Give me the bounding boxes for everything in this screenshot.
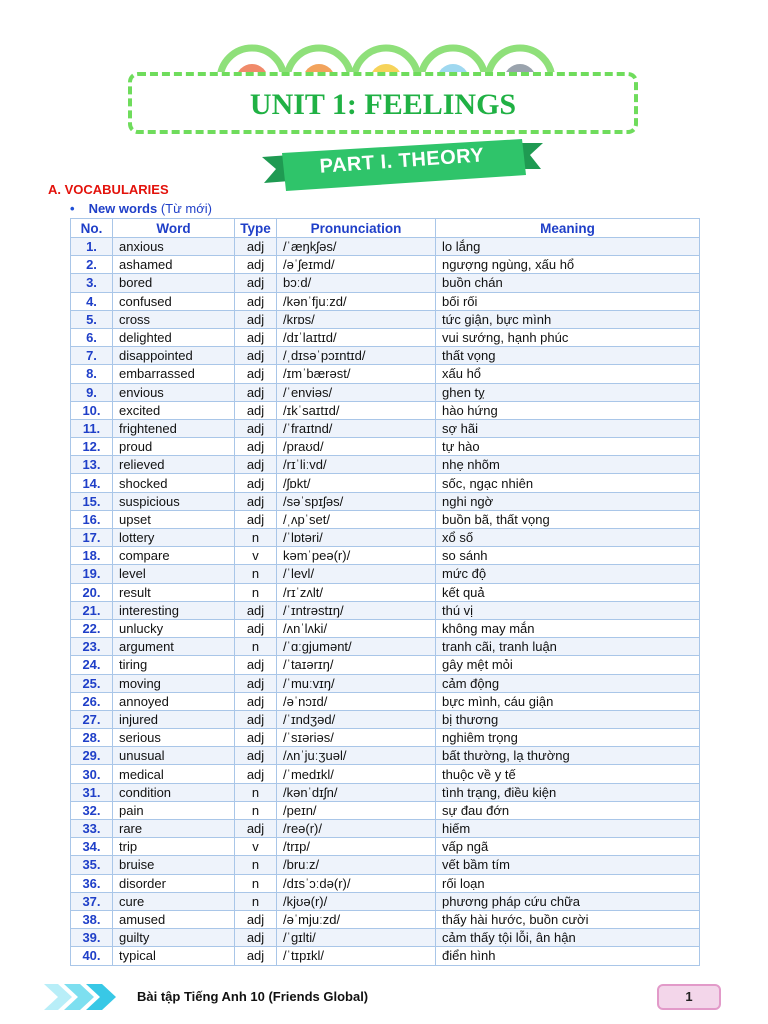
cell-word: disappointed: [113, 347, 235, 365]
cell-meaning: bối rối: [436, 292, 700, 310]
cell-pronunciation: bɔːd/: [277, 274, 436, 292]
cell-type: adj: [235, 474, 277, 492]
table-row: [71, 801, 700, 819]
cell-meaning: cảm động: [436, 674, 700, 692]
col-header-type: Type: [235, 219, 277, 238]
cell-word: lottery: [113, 529, 235, 547]
table-row: [71, 874, 700, 892]
cell-no: 39.: [71, 929, 113, 947]
cell-word: trip: [113, 838, 235, 856]
cell-pronunciation: /peɪn/: [277, 801, 436, 819]
cell-pronunciation: /ʌnˈjuːʒuəl/: [277, 747, 436, 765]
cell-type: adj: [235, 256, 277, 274]
cell-type: n: [235, 874, 277, 892]
table-row: [71, 747, 700, 765]
table-row: [71, 274, 700, 292]
cell-pronunciation: /ˈmuːvɪŋ/: [277, 674, 436, 692]
table-row: [71, 892, 700, 910]
table-row: [71, 256, 700, 274]
cell-type: n: [235, 638, 277, 656]
cell-type: adj: [235, 274, 277, 292]
cell-no: 7.: [71, 347, 113, 365]
cell-pronunciation: /reə(r)/: [277, 820, 436, 838]
cell-meaning: mức độ: [436, 565, 700, 583]
cell-meaning: không may mắn: [436, 619, 700, 637]
cell-word: serious: [113, 729, 235, 747]
table-row: [71, 510, 700, 528]
cell-meaning: vết bầm tím: [436, 856, 700, 874]
cell-type: adj: [235, 674, 277, 692]
vocabulary-table: [70, 218, 700, 966]
cell-no: 37.: [71, 892, 113, 910]
footer-book-title: Bài tập Tiếng Anh 10 (Friends Global): [137, 989, 369, 1004]
cell-type: adj: [235, 692, 277, 710]
cell-type: adj: [235, 765, 277, 783]
cell-meaning: buồn bã, thất vọng: [436, 510, 700, 528]
cell-no: 15.: [71, 492, 113, 510]
cell-word: anxious: [113, 238, 235, 256]
table-row: [71, 838, 700, 856]
cell-meaning: lo lắng: [436, 238, 700, 256]
part-title: PART I. THEORY: [318, 144, 485, 178]
table-row: [71, 638, 700, 656]
cell-meaning: tức giận, bực mình: [436, 310, 700, 328]
cell-word: proud: [113, 438, 235, 456]
cell-no: 20.: [71, 583, 113, 601]
table-row: [71, 656, 700, 674]
cell-word: tiring: [113, 656, 235, 674]
cell-type: adj: [235, 238, 277, 256]
table-row: [71, 419, 700, 437]
cell-no: 24.: [71, 656, 113, 674]
cell-word: annoyed: [113, 692, 235, 710]
cell-meaning: điển hình: [436, 947, 700, 965]
cell-word: ashamed: [113, 256, 235, 274]
table-row: [71, 929, 700, 947]
table-row: [71, 947, 700, 965]
cell-no: 1.: [71, 238, 113, 256]
cell-pronunciation: /trɪp/: [277, 838, 436, 856]
cell-pronunciation: /ˈtaɪərɪŋ/: [277, 656, 436, 674]
cell-word: interesting: [113, 601, 235, 619]
cell-no: 21.: [71, 601, 113, 619]
cell-no: 17.: [71, 529, 113, 547]
cell-meaning: sợ hãi: [436, 419, 700, 437]
cell-no: 12.: [71, 438, 113, 456]
cell-no: 35.: [71, 856, 113, 874]
cell-pronunciation: /ˈæŋkʃəs/: [277, 238, 436, 256]
col-header-meaning: Meaning: [436, 219, 700, 238]
cell-pronunciation: /ˈlevl/: [277, 565, 436, 583]
cell-no: 22.: [71, 619, 113, 637]
table-row: [71, 692, 700, 710]
chevron-right-icon: [44, 982, 130, 1012]
cell-word: guilty: [113, 929, 235, 947]
cell-word: medical: [113, 765, 235, 783]
cell-word: rare: [113, 820, 235, 838]
cell-pronunciation: /ˈlɒtəri/: [277, 529, 436, 547]
cell-no: 36.: [71, 874, 113, 892]
cell-meaning: xấu hổ: [436, 365, 700, 383]
cell-word: confused: [113, 292, 235, 310]
cell-pronunciation: /ˈɑːɡjumənt/: [277, 638, 436, 656]
cell-no: 34.: [71, 838, 113, 856]
cell-no: 26.: [71, 692, 113, 710]
cell-pronunciation: /ˈɡɪlti/: [277, 929, 436, 947]
cell-word: level: [113, 565, 235, 583]
cell-no: 19.: [71, 565, 113, 583]
cell-meaning: kết quả: [436, 583, 700, 601]
cell-word: bored: [113, 274, 235, 292]
cell-no: 11.: [71, 419, 113, 437]
cell-meaning: thấy hài hước, buồn cười: [436, 910, 700, 928]
cell-type: adj: [235, 328, 277, 346]
section-title: A. VOCABULARIES: [48, 182, 169, 197]
cell-no: 14.: [71, 474, 113, 492]
col-header-word: Word: [113, 219, 235, 238]
cell-pronunciation: /əˈmjuːzd/: [277, 910, 436, 928]
cell-pronunciation: /ˈɪndʒəd/: [277, 710, 436, 728]
cell-meaning: cảm thấy tội lỗi, ân hận: [436, 929, 700, 947]
table-row: [71, 765, 700, 783]
cell-type: v: [235, 547, 277, 565]
table-row: [71, 474, 700, 492]
cell-no: 5.: [71, 310, 113, 328]
cell-type: adj: [235, 292, 277, 310]
table-row: [71, 310, 700, 328]
cell-meaning: bị thương: [436, 710, 700, 728]
cell-pronunciation: /ʌnˈlʌki/: [277, 619, 436, 637]
cell-word: cross: [113, 310, 235, 328]
cell-word: amused: [113, 910, 235, 928]
cell-no: 4.: [71, 292, 113, 310]
cell-meaning: vấp ngã: [436, 838, 700, 856]
cell-no: 10.: [71, 401, 113, 419]
cell-word: embarrassed: [113, 365, 235, 383]
cell-word: envious: [113, 383, 235, 401]
cell-word: injured: [113, 710, 235, 728]
cell-pronunciation: /əˈnɔɪd/: [277, 692, 436, 710]
table-row: [71, 619, 700, 637]
cell-pronunciation: /ɪmˈbærəst/: [277, 365, 436, 383]
cell-type: adj: [235, 310, 277, 328]
page-number: 1: [657, 984, 721, 1010]
cell-type: adj: [235, 492, 277, 510]
cell-word: unusual: [113, 747, 235, 765]
cell-type: adj: [235, 401, 277, 419]
cell-meaning: buồn chán: [436, 274, 700, 292]
cell-word: frightened: [113, 419, 235, 437]
cell-meaning: phương pháp cứu chữa: [436, 892, 700, 910]
cell-word: relieved: [113, 456, 235, 474]
cell-no: 13.: [71, 456, 113, 474]
cell-type: adj: [235, 601, 277, 619]
cell-type: n: [235, 892, 277, 910]
table-row: [71, 383, 700, 401]
cell-pronunciation: /ˈsɪəriəs/: [277, 729, 436, 747]
table-row: [71, 238, 700, 256]
table-row: [71, 583, 700, 601]
cell-pronunciation: /rɪˈzʌlt/: [277, 583, 436, 601]
cell-type: n: [235, 565, 277, 583]
cell-no: 2.: [71, 256, 113, 274]
cell-word: pain: [113, 801, 235, 819]
cell-word: shocked: [113, 474, 235, 492]
cell-type: n: [235, 801, 277, 819]
cell-pronunciation: /ˈfraɪtnd/: [277, 419, 436, 437]
table-row: [71, 365, 700, 383]
cell-pronunciation: /kjʊə(r)/: [277, 892, 436, 910]
cell-type: adj: [235, 820, 277, 838]
cell-meaning: tranh cãi, tranh luận: [436, 638, 700, 656]
cell-type: adj: [235, 510, 277, 528]
cell-type: adj: [235, 383, 277, 401]
cell-word: result: [113, 583, 235, 601]
table-row: [71, 328, 700, 346]
cell-type: adj: [235, 347, 277, 365]
cell-no: 28.: [71, 729, 113, 747]
cell-word: disorder: [113, 874, 235, 892]
cell-meaning: nghi ngờ: [436, 492, 700, 510]
cell-no: 6.: [71, 328, 113, 346]
cell-pronunciation: /dɪsˈɔːdə(r)/: [277, 874, 436, 892]
cell-word: compare: [113, 547, 235, 565]
cell-pronunciation: /kənˈdɪʃn/: [277, 783, 436, 801]
col-header-no: No.: [71, 219, 113, 238]
col-header-pronunciation: Pronunciation: [277, 219, 436, 238]
subsection-paren: (Từ mới): [160, 201, 212, 216]
cell-word: excited: [113, 401, 235, 419]
subsection-label: New words: [88, 201, 158, 216]
table-header-row: [71, 219, 700, 238]
cell-pronunciation: /ʃɒkt/: [277, 474, 436, 492]
cell-pronunciation: /bruːz/: [277, 856, 436, 874]
subsection-heading: [70, 201, 212, 216]
cell-type: n: [235, 856, 277, 874]
cell-pronunciation: /kənˈfjuːzd/: [277, 292, 436, 310]
cell-word: cure: [113, 892, 235, 910]
cell-meaning: gây mệt mỏi: [436, 656, 700, 674]
cell-type: adj: [235, 929, 277, 947]
table-row: [71, 547, 700, 565]
cell-pronunciation: /dɪˈlaɪtɪd/: [277, 328, 436, 346]
cell-pronunciation: /ˌdɪsəˈpɔɪntɪd/: [277, 347, 436, 365]
cell-type: adj: [235, 710, 277, 728]
table-row: [71, 729, 700, 747]
cell-type: adj: [235, 419, 277, 437]
table-row: [71, 910, 700, 928]
cell-type: adj: [235, 656, 277, 674]
cell-type: adj: [235, 729, 277, 747]
cell-no: 18.: [71, 547, 113, 565]
cell-type: n: [235, 583, 277, 601]
table-row: [71, 347, 700, 365]
cell-meaning: tự hào: [436, 438, 700, 456]
cell-type: adj: [235, 747, 277, 765]
cell-meaning: hiếm: [436, 820, 700, 838]
cell-pronunciation: /krɒs/: [277, 310, 436, 328]
table-row: [71, 674, 700, 692]
cell-meaning: rối loạn: [436, 874, 700, 892]
bullet-icon: •: [70, 201, 75, 216]
cell-no: 33.: [71, 820, 113, 838]
cell-type: n: [235, 783, 277, 801]
cell-word: delighted: [113, 328, 235, 346]
cell-word: typical: [113, 947, 235, 965]
cell-no: 8.: [71, 365, 113, 383]
cell-no: 16.: [71, 510, 113, 528]
cell-meaning: vui sướng, hạnh phúc: [436, 328, 700, 346]
table-row: [71, 783, 700, 801]
cell-meaning: ghen tỵ: [436, 383, 700, 401]
table-row: [71, 401, 700, 419]
cell-meaning: thuộc về y tế: [436, 765, 700, 783]
cell-no: 25.: [71, 674, 113, 692]
cell-meaning: nhẹ nhõm: [436, 456, 700, 474]
cell-pronunciation: /səˈspɪʃəs/: [277, 492, 436, 510]
table-row: [71, 856, 700, 874]
cell-no: 31.: [71, 783, 113, 801]
cell-word: unlucky: [113, 619, 235, 637]
cell-pronunciation: kəmˈpeə(r)/: [277, 547, 436, 565]
table-row: [71, 565, 700, 583]
cell-no: 9.: [71, 383, 113, 401]
cell-no: 30.: [71, 765, 113, 783]
cell-word: moving: [113, 674, 235, 692]
cell-meaning: thất vọng: [436, 347, 700, 365]
unit-title-frame: [128, 72, 638, 134]
table-row: [71, 456, 700, 474]
table-row: [71, 710, 700, 728]
page-header: [0, 0, 768, 180]
cell-pronunciation: /ˈmedɪkl/: [277, 765, 436, 783]
cell-pronunciation: /əˈʃeɪmd/: [277, 256, 436, 274]
cell-no: 3.: [71, 274, 113, 292]
cell-meaning: bất thường, lạ thường: [436, 747, 700, 765]
cell-type: v: [235, 838, 277, 856]
cell-word: bruise: [113, 856, 235, 874]
cell-pronunciation: /ˈenviəs/: [277, 383, 436, 401]
cell-meaning: sự đau đớn: [436, 801, 700, 819]
cell-word: argument: [113, 638, 235, 656]
cell-meaning: nghiêm trọng: [436, 729, 700, 747]
cell-meaning: hào hứng: [436, 401, 700, 419]
cell-type: adj: [235, 910, 277, 928]
cell-type: adj: [235, 365, 277, 383]
cell-type: adj: [235, 619, 277, 637]
cell-word: suspicious: [113, 492, 235, 510]
cell-no: 40.: [71, 947, 113, 965]
cell-meaning: bực mình, cáu giận: [436, 692, 700, 710]
cell-pronunciation: /ˈɪntrəstɪŋ/: [277, 601, 436, 619]
cell-meaning: so sánh: [436, 547, 700, 565]
cell-pronunciation: /rɪˈliːvd/: [277, 456, 436, 474]
cell-meaning: thú vị: [436, 601, 700, 619]
table-row: [71, 492, 700, 510]
cell-pronunciation: /ɪkˈsaɪtɪd/: [277, 401, 436, 419]
table-row: [71, 438, 700, 456]
cell-pronunciation: /ˈtɪpɪkl/: [277, 947, 436, 965]
cell-meaning: xổ số: [436, 529, 700, 547]
cell-word: condition: [113, 783, 235, 801]
unit-title: UNIT 1: FEELINGS: [249, 88, 517, 121]
cell-type: adj: [235, 438, 277, 456]
table-row: [71, 529, 700, 547]
cell-meaning: tình trạng, điều kiện: [436, 783, 700, 801]
table-row: [71, 292, 700, 310]
cell-type: n: [235, 529, 277, 547]
table-row: [71, 601, 700, 619]
table-row: [71, 820, 700, 838]
cell-word: upset: [113, 510, 235, 528]
cell-type: adj: [235, 456, 277, 474]
cell-meaning: ngượng ngùng, xấu hổ: [436, 256, 700, 274]
cell-no: 29.: [71, 747, 113, 765]
cell-pronunciation: /ˌʌpˈset/: [277, 510, 436, 528]
cell-no: 27.: [71, 710, 113, 728]
cell-no: 38.: [71, 910, 113, 928]
cell-pronunciation: /praʊd/: [277, 438, 436, 456]
cell-meaning: sốc, ngạc nhiên: [436, 474, 700, 492]
cell-no: 32.: [71, 801, 113, 819]
cell-type: adj: [235, 947, 277, 965]
cell-no: 23.: [71, 638, 113, 656]
